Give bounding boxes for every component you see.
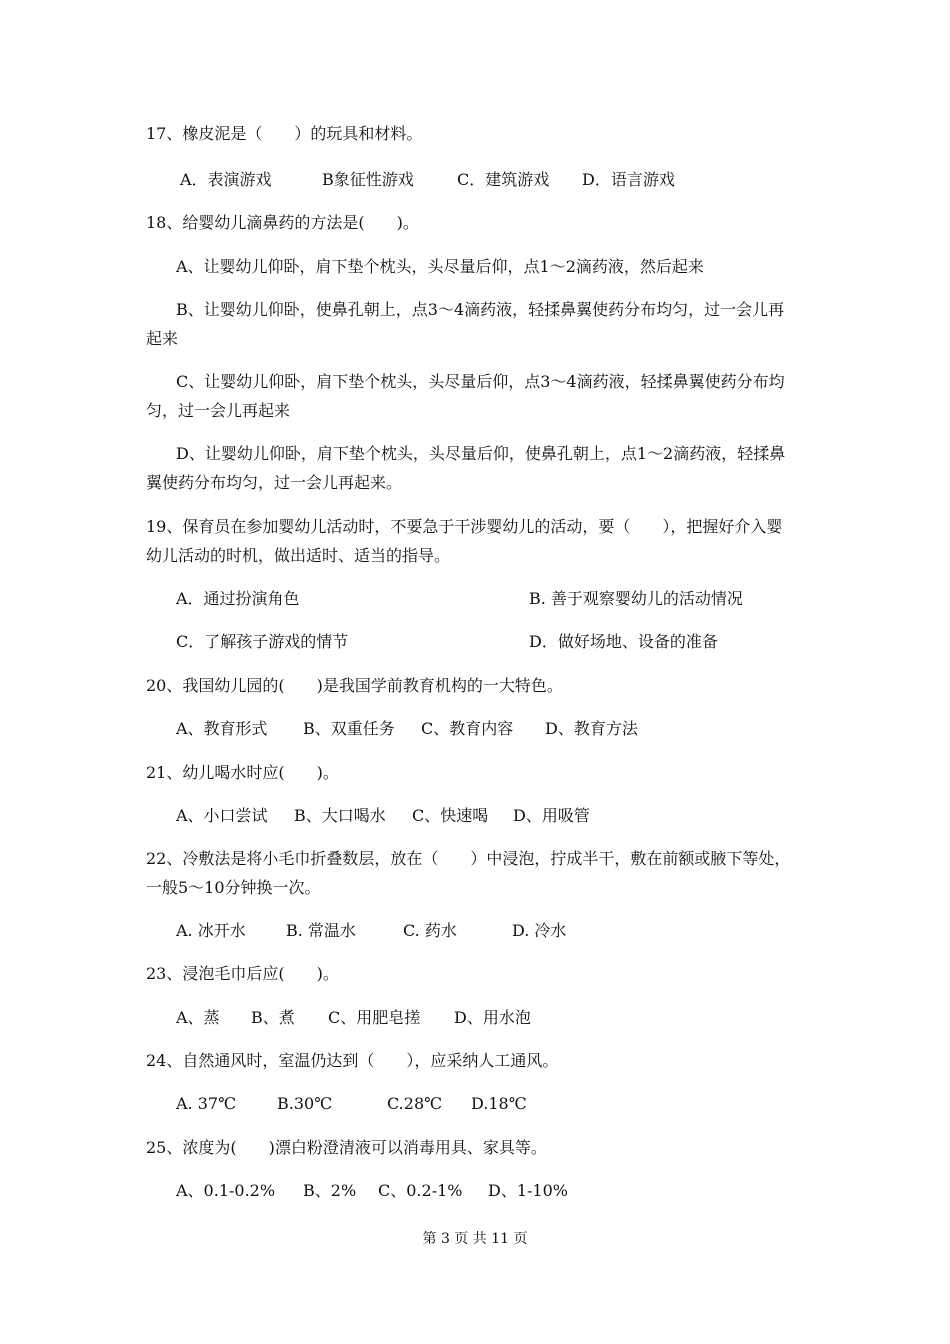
question-20-option-d: D、教育方法 — [545, 719, 638, 738]
question-24-option-b: B.30℃ — [277, 1094, 333, 1113]
question-21-option-c: C、快速喝 — [412, 806, 489, 825]
question-18-option-d: D、让婴幼儿仰卧，肩下垫个枕头，头尽量后仰，使鼻孔朝上，点1～2滴药液，轻揉鼻 — [176, 444, 786, 463]
question-22-stem-cont: 一般5～10分钟换一次。 — [146, 878, 321, 897]
question-20-option-a: A、教育形式 — [176, 719, 268, 738]
question-23-option-b: B、煮 — [251, 1008, 295, 1027]
question-24-option-a: A. 37℃ — [176, 1094, 236, 1113]
question-18-option-c: C、让婴幼儿仰卧，肩下垫个枕头，头尽量后仰，点3～4滴药液，轻揉鼻翼使药分布均 — [176, 372, 785, 391]
question-18-option-a: A、让婴幼儿仰卧，肩下垫个枕头，头尽量后仰，点1～2滴药液，然后起来 — [176, 257, 704, 276]
page-footer: 第 3 页 共 11 页 — [422, 1231, 528, 1247]
question-18-option-d-cont: 翼使药分布均匀，过一会儿再起来。 — [146, 473, 403, 492]
question-18-option-c-cont: 匀，过一会儿再起来 — [146, 401, 291, 420]
question-25-option-b: B、2% — [303, 1181, 357, 1200]
question-19-stem: 19、保育员在参加婴幼儿活动时，不要急于干涉婴幼儿的活动，要（ ），把握好介入婴 — [146, 517, 783, 536]
question-18-option-b: B、让婴幼儿仰卧，使鼻孔朝上，点3～4滴药液，轻揉鼻翼使药分布均匀，过一会儿再 — [176, 300, 785, 319]
question-20-stem: 20、我国幼儿园的( )是我国学前教育机构的一大特色。 — [146, 676, 563, 695]
question-21-stem: 21、幼儿喝水时应( )。 — [146, 763, 339, 782]
question-25-option-c: C、0.2-1% — [378, 1181, 463, 1200]
question-22-option-a: A. 冰开水 — [176, 921, 246, 940]
question-20-option-b: B、双重任务 — [303, 719, 395, 738]
question-19-option-b: B. 善于观察婴幼儿的活动情况 — [529, 589, 743, 608]
question-23-option-d: D、用水泡 — [454, 1008, 531, 1027]
question-17-option-d: D．语言游戏 — [582, 170, 675, 189]
question-17-option-c: C．建筑游戏 — [457, 170, 550, 189]
question-24-option-d: D.18℃ — [471, 1094, 527, 1113]
question-22-option-c: C. 药水 — [403, 921, 457, 940]
question-22-option-b: B. 常温水 — [286, 921, 356, 940]
question-24-option-c: C.28℃ — [387, 1094, 443, 1113]
question-23-stem: 23、浸泡毛巾后应( )。 — [146, 964, 339, 983]
question-22-option-d: D. 冷水 — [512, 921, 567, 940]
question-17-option-b: B象征性游戏 — [322, 170, 414, 189]
question-25-option-d: D、1-10% — [488, 1181, 568, 1200]
question-21-option-d: D、用吸管 — [513, 806, 590, 825]
question-19-stem-cont: 幼儿活动的时机，做出适时、适当的指导。 — [146, 546, 451, 565]
question-24-stem: 24、自然通风时，室温仍达到（ ），应采纳人工通风。 — [146, 1051, 559, 1070]
question-20-option-c: C、教育内容 — [421, 719, 514, 738]
question-18-stem: 18、给婴幼儿滴鼻药的方法是( )。 — [146, 213, 419, 232]
question-22-stem: 22、冷敷法是将小毛巾折叠数层，放在（ ）中浸泡，拧成半干，敷在前额或腋下等处， — [146, 849, 791, 868]
question-17-stem: 17、橡皮泥是（ ）的玩具和材料。 — [146, 124, 423, 143]
question-25-stem: 25、浓度为( )漂白粉澄清液可以消毒用具、家具等。 — [146, 1138, 547, 1157]
question-23-option-a: A、蒸 — [176, 1008, 220, 1027]
question-18-option-b-cont: 起来 — [146, 329, 179, 348]
question-19-option-a: A．通过扮演角色 — [176, 589, 300, 608]
question-21-option-b: B、大口喝水 — [294, 806, 386, 825]
question-23-option-c: C、用肥皂搓 — [328, 1008, 421, 1027]
question-17-option-a: A．表演游戏 — [180, 170, 272, 189]
question-21-option-a: A、小口尝试 — [176, 806, 268, 825]
question-19-option-c: C．了解孩子游戏的情节 — [176, 632, 349, 651]
question-19-option-d: D．做好场地、设备的准备 — [529, 632, 718, 651]
question-25-option-a: A、0.1-0.2% — [176, 1181, 276, 1200]
